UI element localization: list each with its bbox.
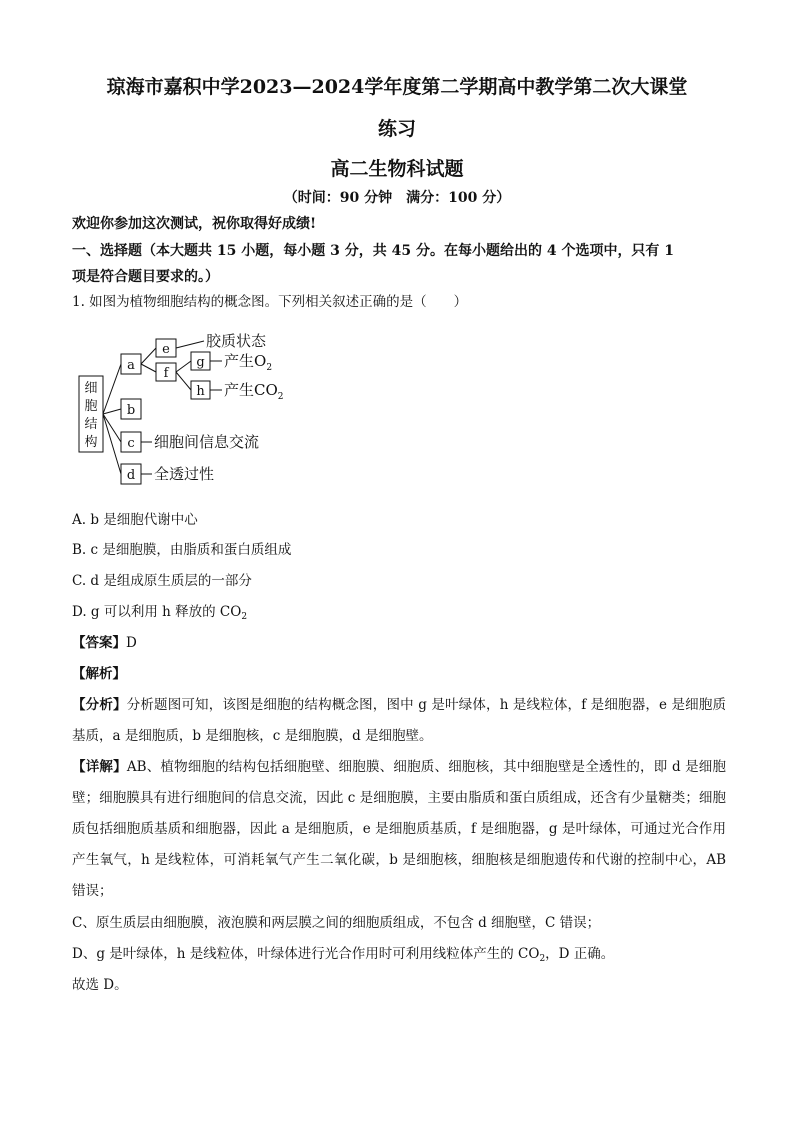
exam-title-line-1: 琼海市嘉积中学2023—2024学年度第二学期高中教学第二次大课堂 [106,76,688,98]
answer-value: D [126,635,137,651]
analysis-fenxi: 【分析】分析题图可知，该图是细胞的结构概念图，图中 g 是叶绿体，h 是线粒体，f 是细胞器，e 是细胞质基质，a 是细胞质，b 是细胞核，c 是细胞膜，d 是细胞壁。 [72,697,726,744]
exam-info: （时间：90 分钟 满分：100 分） [283,190,511,206]
option-a: A. b 是细胞代谢中心 [72,512,198,528]
node-h-label: h [196,384,205,399]
analysis-xiangjie: 【详解】AB、植物细胞的结构包括细胞壁、细胞膜、细胞质、细胞核，其中细胞壁是全透性的，即 d 是细胞壁；细胞膜具有进行细胞间的信息交流，因此 c 是细胞膜，主要由脂质和蛋白质组成，还含有少量糖类；细胞质包括细胞质基质和细胞器，因此 a 是细胞质，e 是细胞质基质，f 是细胞器，g 是叶绿体，可通过光合作用产生氧气，h 是线粒体，可消耗氧气产生二氧化碳，b 是细胞核，细胞核是细胞遗传和代谢的控制中心，AB 错误； [72,759,726,899]
node-a-label: a [127,358,135,373]
section-heading-line-1: 一、选择题（本大题共 15 小题，每小题 3 分，共 45 分。在每小题给出的 4 个选项中，只有 1 [72,243,675,259]
option-d: D. g 可以利用 h 释放的 $CO_2$ [72,604,248,622]
root-char-2: 胞 [84,399,98,414]
cell-structure-concept-diagram [76,326,306,498]
root-char-1: 细 [84,381,98,396]
g-description: 产生$O_2$ [224,352,273,373]
node-e-label: e [162,342,170,357]
d-description: 全透过性 [154,465,215,483]
analysis-heading: 【解析】 [72,666,126,682]
welcome-text: 欢迎你参加这次测试，祝你取得好成绩! [72,216,317,232]
h-description: 产生$CO_2$ [224,381,284,402]
answer-line [72,634,137,652]
question-stem: 1. 如图为植物细胞结构的概念图。下列相关叙述正确的是（ ） [72,294,468,310]
option-c: C. d 是组成原生质层的一部分 [72,573,252,589]
option-b: B. c 是细胞膜，由脂质和蛋白质组成 [72,542,292,558]
section-heading-line-2: 项是符合题目要求的。） [72,269,219,285]
analysis-conclusion: 故选 D。 [72,977,128,993]
analysis-option-c: C、原生质层由细胞膜，液泡膜和两层膜之间的细胞质组成，不包含 d 细胞壁，C 错误； [72,915,601,931]
c-description: 细胞间信息交流 [154,433,260,451]
node-f-label: f [163,366,169,381]
node-g-label: g [196,355,205,370]
root-char-3: 结 [84,417,98,432]
subject-title: 高二生物科试题 [330,158,464,180]
node-b-label: b [126,403,136,418]
node-c-label: c [127,436,135,451]
analysis-option-d: D、g 是叶绿体，h 是线粒体，叶绿体进行光合作用时可利用线粒体产生的 $CO_2$，D 正确。 [72,946,615,964]
exam-title-line-2: 练习 [377,118,416,140]
root-char-4: 构 [84,435,98,450]
e-description: 胶质状态 [206,332,267,350]
node-d-label: d [126,468,136,483]
answer-tag: 【答案】 [72,635,126,651]
